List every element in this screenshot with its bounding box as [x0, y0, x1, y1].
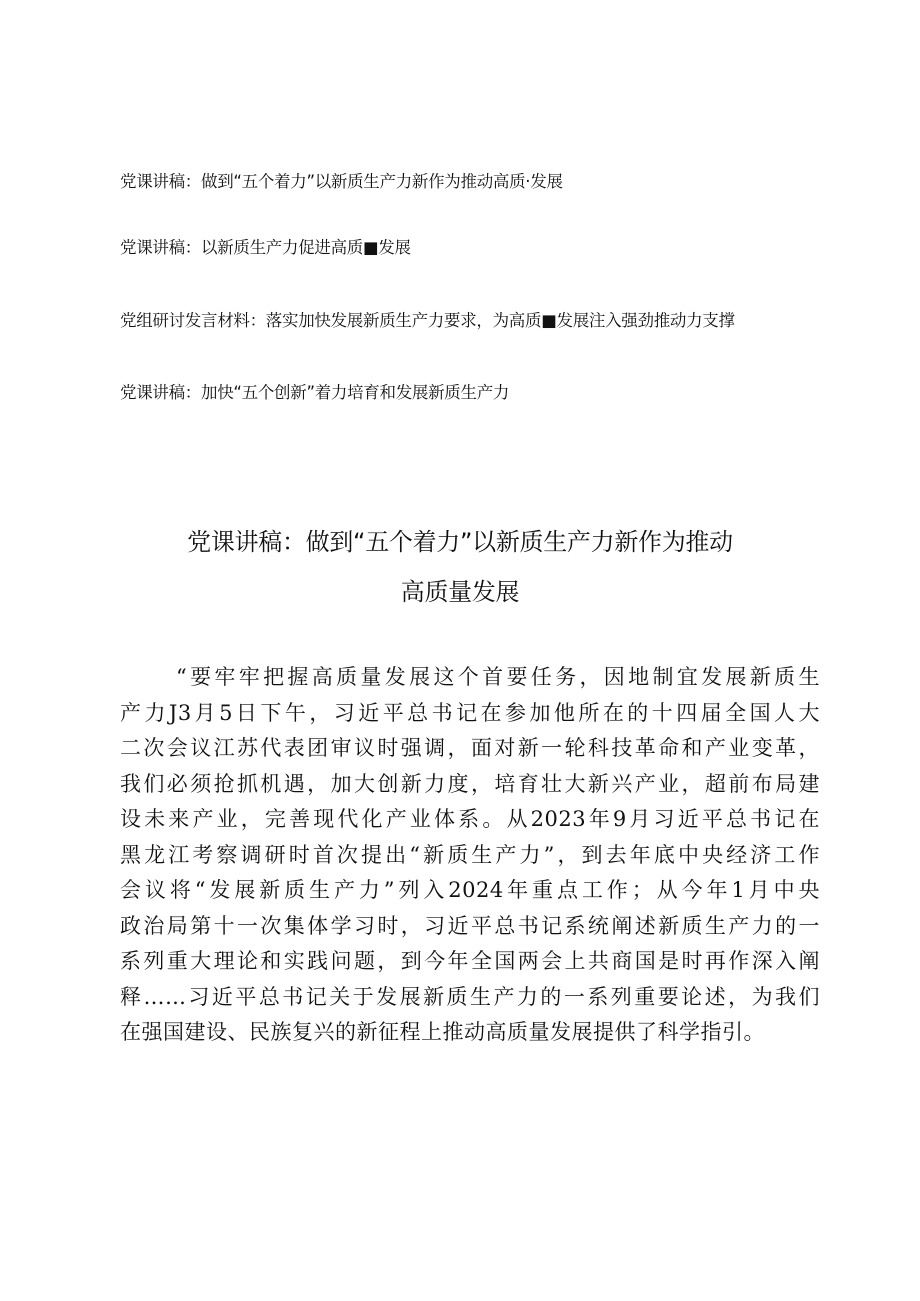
paragraph-line: 二次会议江苏代表团审议时强调，面对新一轮科技革命和产业变革， — [120, 736, 820, 760]
paragraph-line: 设未来产业，完善现代化产业体系。从2023年9月习近平总书记在 — [120, 807, 820, 831]
document-title-line-1: 党课讲稿：做到“五个着力”以新质生产力新作为推动 — [187, 528, 733, 556]
toc-item[interactable]: 党课讲稿：以新质生产力促进高质■发展 — [120, 238, 411, 257]
paragraph-line: 在强国建设、民族复兴的新征程上推动高质量发展提供了科学指引。 — [120, 1020, 765, 1044]
paragraph-line: 我们必须抢抓机遇，加大创新力度，培育壮大新兴产业，超前布局建 — [120, 771, 820, 796]
paragraph-line: 政治局第十一次集体学习时，习近平总书记系统阐述新质生产力的一 — [120, 913, 820, 938]
paragraph-line: 产力J3月5日下午，习近平总书记在参加他所在的十四届全国人大 — [120, 700, 820, 725]
body-paragraph — [120, 660, 820, 1051]
toc-item[interactable]: 党课讲稿：做到“五个着力”以新质生产力新作为推动高质·发展 — [120, 172, 563, 191]
paragraph-line: “要牢牢把握高质量发展这个首要任务，因地制宜发展新质生 — [176, 665, 820, 689]
toc-item[interactable]: 党组研讨发言材料：落实加快发展新质生产力要求，为高质■发展注入强劲推动力支撑 — [120, 311, 735, 330]
paragraph-line: 释……习近平总书记关于发展新质生产力的一系列重要论述，为我们 — [120, 984, 820, 1009]
paragraph-line: 黑龙江考察调研时首次提出“新质生产力”，到去年底中央经济工作 — [120, 842, 820, 867]
toc-item[interactable]: 党课讲稿：加快“五个创新”着力培育和发展新质生产力 — [120, 383, 510, 402]
paragraph-line: 系列重大理论和实践问题，到今年全国两会上共商国是时再作深入阐 — [120, 949, 820, 973]
paragraph-line: 会议将“发展新质生产力”列入2024年重点工作；从今年1月中央 — [120, 878, 820, 902]
document-title-line-2: 高质量发展 — [400, 578, 520, 606]
